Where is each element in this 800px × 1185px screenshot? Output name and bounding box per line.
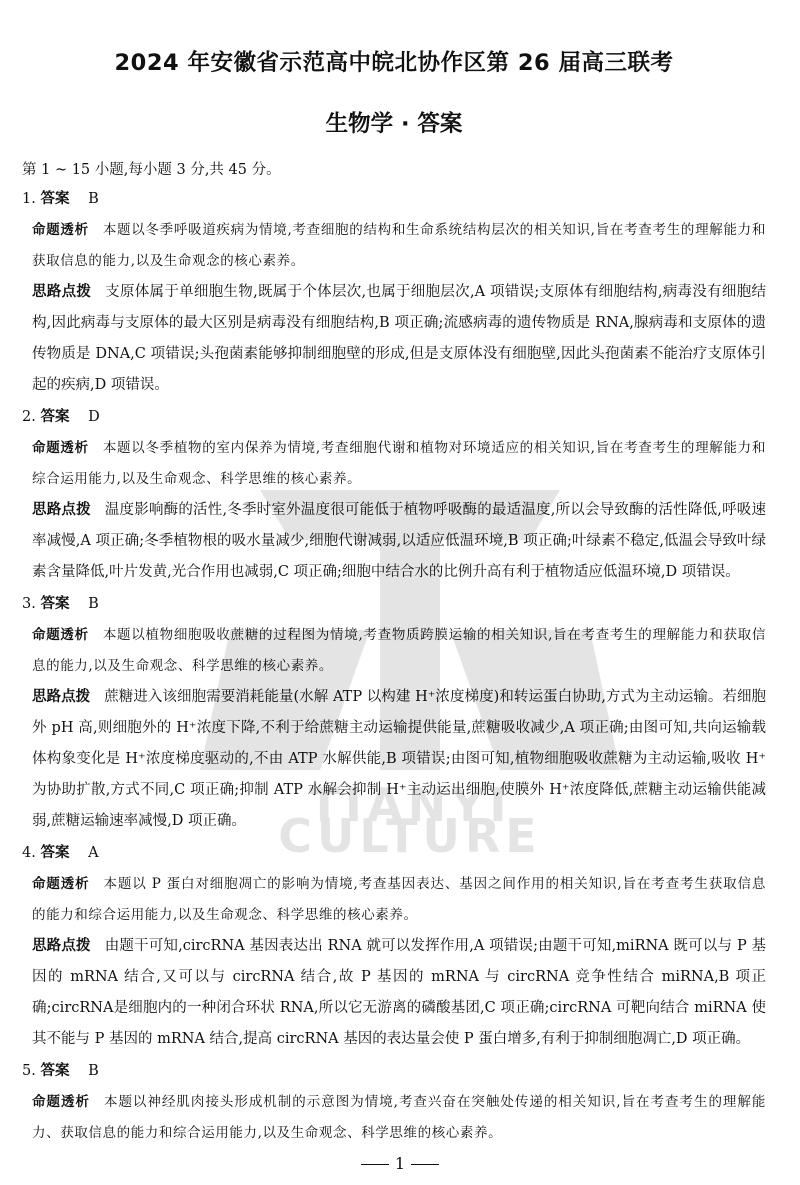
section-intro: 第 1 ~ 15 小题,每小题 3 分,共 45 分。 bbox=[22, 162, 281, 178]
answer-label: 答案 bbox=[40, 1063, 70, 1079]
analysis-paragraph bbox=[32, 1087, 766, 1149]
question-header bbox=[22, 183, 766, 215]
reasoning-paragraph bbox=[32, 495, 766, 588]
question-header bbox=[22, 837, 766, 869]
reasoning-paragraph bbox=[32, 277, 766, 401]
analysis-text: 本题以 P 蛋白对细胞凋亡的影响为情境,考查基因表达、基因之间作用的相关知识,旨在考查考生获取信息的能力和综合运用能力,以及生命观念、科学思维的核心素养。 bbox=[32, 876, 766, 923]
analysis-paragraph bbox=[32, 620, 766, 682]
analysis-label: 命题透析 bbox=[32, 627, 89, 643]
question-number: 1. bbox=[22, 191, 36, 207]
document-title: 2024 年安徽省示范高中皖北协作区第 26 届高三联考 bbox=[114, 50, 674, 76]
question-number: 4. bbox=[22, 845, 36, 861]
analysis-label: 命题透析 bbox=[32, 876, 90, 892]
analysis-text: 本题以植物细胞吸收蔗糖的过程图为情境,考查物质跨膜运输的相关知识,旨在考查考生的理解能力和获取信息的能力,以及生命观念、科学思维的核心素养。 bbox=[32, 627, 766, 674]
question-number: 3. bbox=[22, 596, 36, 612]
question-1 bbox=[22, 183, 766, 401]
analysis-text: 本题以冬季植物的室内保养为情境,考查细胞代谢和植物对环境适应的相关知识,旨在考查考生的理解能力和综合运用能力,以及生命观念、科学思维的核心素养。 bbox=[32, 440, 766, 487]
reasoning-text: 温度影响酶的活性,冬季时室外温度很可能低于植物呼吸酶的最适温度,所以会导致酶的活性降低,呼吸速率减慢,A 项正确;冬季植物根的吸水量减少,细胞代谢减弱,以适应低温环境,B 项正确;叶绿素不稳定,低温会导致叶绿素含量降低,叶片发黄,光合作用也减弱,C 项正确;细胞中结合水的比例升高有利于植物适应低温环境,D 项错误。 bbox=[32, 502, 767, 580]
answer-value: A bbox=[88, 845, 99, 861]
footer-dash-right bbox=[411, 1164, 439, 1165]
question-header bbox=[22, 401, 766, 433]
reasoning-text: 由题干可知,circRNA 基因表达出 RNA 就可以发挥作用,A 项错误;由题干可知,miRNA 既可以与 P 基因的 mRNA 结合,又可以与 circRNA 结合,故 P 基因的 mRNA 与 circRNA 竞争性结合 miRNA,B 项正确;circRNA是细胞内的一种闭合环状 RNA,所以它无游离的磷酸基团,C 项正确;circRNA 可靶向结合 miRNA 使其不能与 P 基因的 mRNA 结合,提高 circRNA 基因的表达量会使 P 蛋白增多,有利于抑制细胞凋亡,D 项正确。 bbox=[32, 938, 766, 1047]
answer-label: 答案 bbox=[40, 409, 70, 425]
question-2 bbox=[22, 401, 766, 588]
question-3 bbox=[22, 588, 766, 837]
question-number: 2. bbox=[22, 409, 36, 425]
analysis-paragraph bbox=[32, 215, 766, 277]
answer-label: 答案 bbox=[40, 191, 70, 207]
answer-label: 答案 bbox=[40, 596, 70, 612]
analysis-paragraph bbox=[32, 433, 766, 495]
analysis-text: 本题以神经肌肉接头形成机制的示意图为情境,考查兴奋在突触处传递的相关知识,旨在考查考生的理解能力、获取信息的能力和综合运用能力,以及生命观念、科学思维的核心素养。 bbox=[32, 1094, 767, 1141]
answer-label: 答案 bbox=[40, 845, 70, 861]
analysis-paragraph bbox=[32, 869, 766, 931]
question-number: 5. bbox=[22, 1063, 36, 1079]
document-subtitle: 生物学 · 答案 bbox=[325, 111, 463, 137]
reasoning-text: 蔗糖进入该细胞需要消耗能量(水解 ATP 以构建 H⁺浓度梯度)和转运蛋白协助,方式为主动运输。若细胞外 pH 高,则细胞外的 H⁺浓度下降,不利于给蔗糖主动运输提供能量,蔗糖吸收减少,A 项正确;由图可知,共向运输载体构象变化是 H⁺浓度梯度驱动的,不由 ATP 水解供能,B 项错误;由图可知,植物细胞吸收蔗糖为主动运输,吸收 H⁺为协助扩散,方式不同,C 项正确;抑制 ATP 水解会抑制 H⁺主动运出细胞,使膜外 H⁺浓度降低,蔗糖主动运输供能减弱,蔗糖运输速率减慢,D 项正确。 bbox=[32, 689, 767, 829]
reasoning-text: 支原体属于单细胞生物,既属于个体层次,也属于细胞层次,A 项错误;支原体有细胞结构,病毒没有细胞结构,因此病毒与支原体的最大区别是病毒没有细胞结构,B 项正确;流感病毒的遗传物质是 RNA,腺病毒和支原体的遗传物质是 DNA,C 项错误;头孢菌素能够抑制细胞壁的形成,但是支原体没有细胞壁,因此头孢菌素不能治疗支原体引起的疾病,D 项错误。 bbox=[32, 284, 766, 393]
reasoning-label: 思路点拨 bbox=[32, 689, 91, 705]
reasoning-label: 思路点拨 bbox=[32, 938, 91, 954]
answer-value: B bbox=[88, 1063, 99, 1079]
page-footer bbox=[0, 1148, 800, 1179]
footer-dash-left bbox=[361, 1164, 389, 1165]
analysis-text: 本题以冬季呼吸道疾病为情境,考查细胞的结构和生命系统结构层次的相关知识,旨在考查考生的理解能力和获取信息的能力,以及生命观念的核心素养。 bbox=[32, 222, 766, 269]
question-4 bbox=[22, 837, 766, 1055]
answer-value: D bbox=[88, 409, 100, 425]
reasoning-paragraph bbox=[32, 682, 766, 837]
watermark-text: TIANYI CULTURE bbox=[278, 778, 542, 863]
analysis-label: 命题透析 bbox=[32, 1094, 90, 1110]
question-5 bbox=[22, 1055, 766, 1149]
analysis-label: 命题透析 bbox=[32, 440, 89, 456]
question-header bbox=[22, 1055, 766, 1087]
reasoning-label: 思路点拨 bbox=[32, 502, 91, 518]
question-header bbox=[22, 588, 766, 620]
reasoning-paragraph bbox=[32, 931, 766, 1055]
answer-value: B bbox=[88, 191, 99, 207]
reasoning-label: 思路点拨 bbox=[32, 284, 92, 300]
analysis-label: 命题透析 bbox=[32, 222, 89, 238]
page-number: 1 bbox=[394, 1154, 406, 1173]
answer-value: B bbox=[88, 596, 99, 612]
